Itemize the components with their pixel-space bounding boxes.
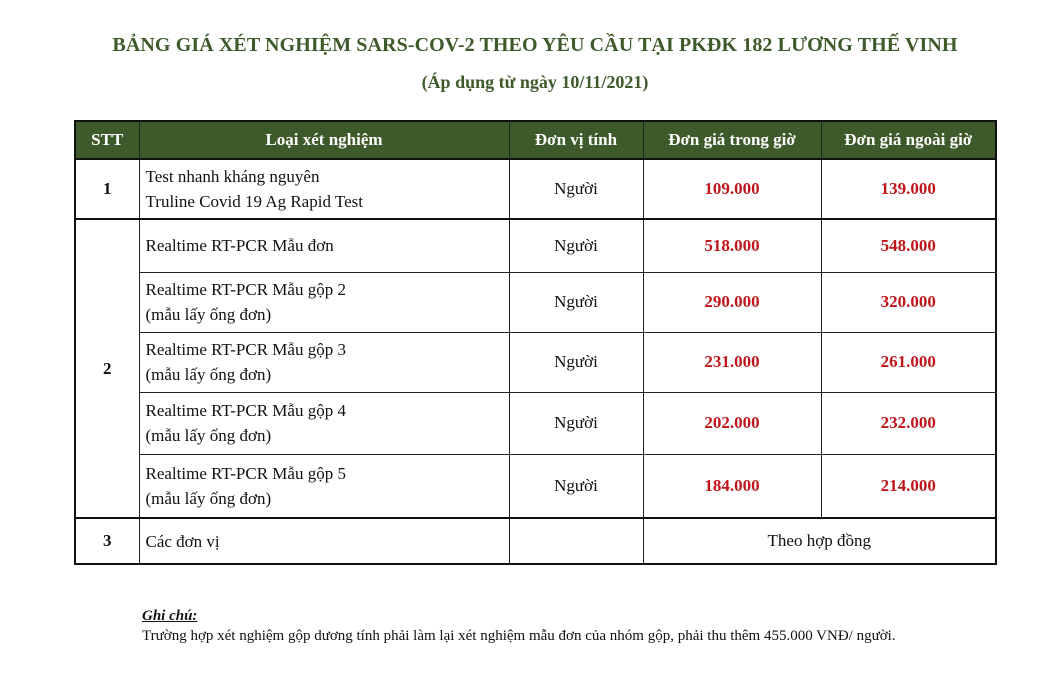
price-after-hours: 214.000 bbox=[821, 454, 996, 518]
table-row bbox=[75, 159, 996, 219]
price-in-hours: 184.000 bbox=[643, 454, 821, 518]
row-stt: 2 bbox=[75, 219, 139, 518]
test-name bbox=[139, 219, 509, 272]
test-name-line1: Realtime RT-PCR Mẫu gộp 5 bbox=[145, 463, 346, 483]
test-name bbox=[139, 454, 509, 518]
test-name-line1: Realtime RT-PCR Mẫu gộp 2 bbox=[145, 280, 346, 299]
table-row bbox=[75, 219, 996, 272]
price-in-hours: 231.000 bbox=[643, 332, 821, 392]
test-name: Các đơn vị bbox=[139, 518, 509, 564]
test-name-line2: (mẫu lấy ống đơn) bbox=[145, 365, 272, 384]
test-name-line2: (mẫu lấy ống đơn) bbox=[145, 305, 272, 324]
test-name bbox=[139, 159, 509, 219]
price-after-hours: 320.000 bbox=[821, 272, 996, 332]
row-stt: 3 bbox=[75, 518, 139, 564]
price-in-hours: 109.000 bbox=[643, 159, 821, 219]
test-name bbox=[139, 272, 509, 332]
header-unit: Đơn vị tính bbox=[509, 121, 643, 159]
price-in-hours: 290.000 bbox=[643, 272, 821, 332]
unit-cell: Người bbox=[509, 272, 643, 332]
unit-cell: Người bbox=[509, 454, 643, 518]
price-table bbox=[74, 120, 997, 565]
contract-price: Theo hợp đồng bbox=[643, 518, 996, 564]
unit-cell: Người bbox=[509, 219, 643, 272]
price-after-hours: 261.000 bbox=[821, 332, 996, 392]
note-title: Ghi chú: bbox=[142, 608, 198, 624]
table-row bbox=[75, 272, 996, 332]
price-in-hours: 518.000 bbox=[643, 219, 821, 272]
test-name-line1: Realtime RT-PCR Mẫu gộp 4 bbox=[145, 401, 346, 420]
unit-cell: Người bbox=[509, 392, 643, 454]
unit-cell: Người bbox=[509, 159, 643, 219]
price-in-hours: 202.000 bbox=[643, 392, 821, 454]
table-row bbox=[75, 518, 996, 564]
table-header-row bbox=[75, 121, 996, 159]
page-subtitle: (Áp dụng từ ngày 10/11/2021) bbox=[421, 72, 649, 92]
note-text: Trường hợp xét nghiệm gộp dương tính phải làm lại xét nghiệm mẫu đơn của nhóm gộp, phải thu thêm 455.000 VNĐ/ người. bbox=[142, 628, 896, 644]
test-name-line1: Realtime RT-PCR Mẫu đơn bbox=[145, 236, 334, 256]
test-name-line1: Realtime RT-PCR Mẫu gộp 3 bbox=[145, 340, 346, 359]
test-name bbox=[139, 332, 509, 392]
test-name-line2: Truline Covid 19 Ag Rapid Test bbox=[145, 192, 363, 211]
table-row bbox=[75, 392, 996, 454]
price-after-hours: 548.000 bbox=[821, 219, 996, 272]
price-after-hours: 232.000 bbox=[821, 392, 996, 454]
header-price-after-hours: Đơn giá ngoài giờ bbox=[821, 121, 996, 159]
table-row bbox=[75, 454, 996, 518]
table-row bbox=[75, 332, 996, 392]
unit-cell bbox=[509, 518, 643, 564]
test-name-line2: (mẫu lấy ống đơn) bbox=[145, 426, 272, 445]
test-name-line1: Test nhanh kháng nguyên bbox=[145, 167, 320, 186]
unit-cell: Người bbox=[509, 332, 643, 392]
test-name-line2: (mẫu lấy ống đơn) bbox=[145, 488, 272, 508]
note-section bbox=[142, 608, 896, 645]
price-after-hours: 139.000 bbox=[821, 159, 996, 219]
header-price-in-hours: Đơn giá trong giờ bbox=[643, 121, 821, 159]
header-stt: STT bbox=[75, 121, 139, 159]
row-stt: 1 bbox=[75, 159, 139, 219]
page-title: BẢNG GIÁ XÉT NGHIỆM SARS-COV-2 THEO YÊU CẦU TẠI PKĐK 182 LƯƠNG THẾ VINH bbox=[112, 34, 958, 56]
test-name bbox=[139, 392, 509, 454]
header-test-type: Loại xét nghiệm bbox=[139, 121, 509, 159]
